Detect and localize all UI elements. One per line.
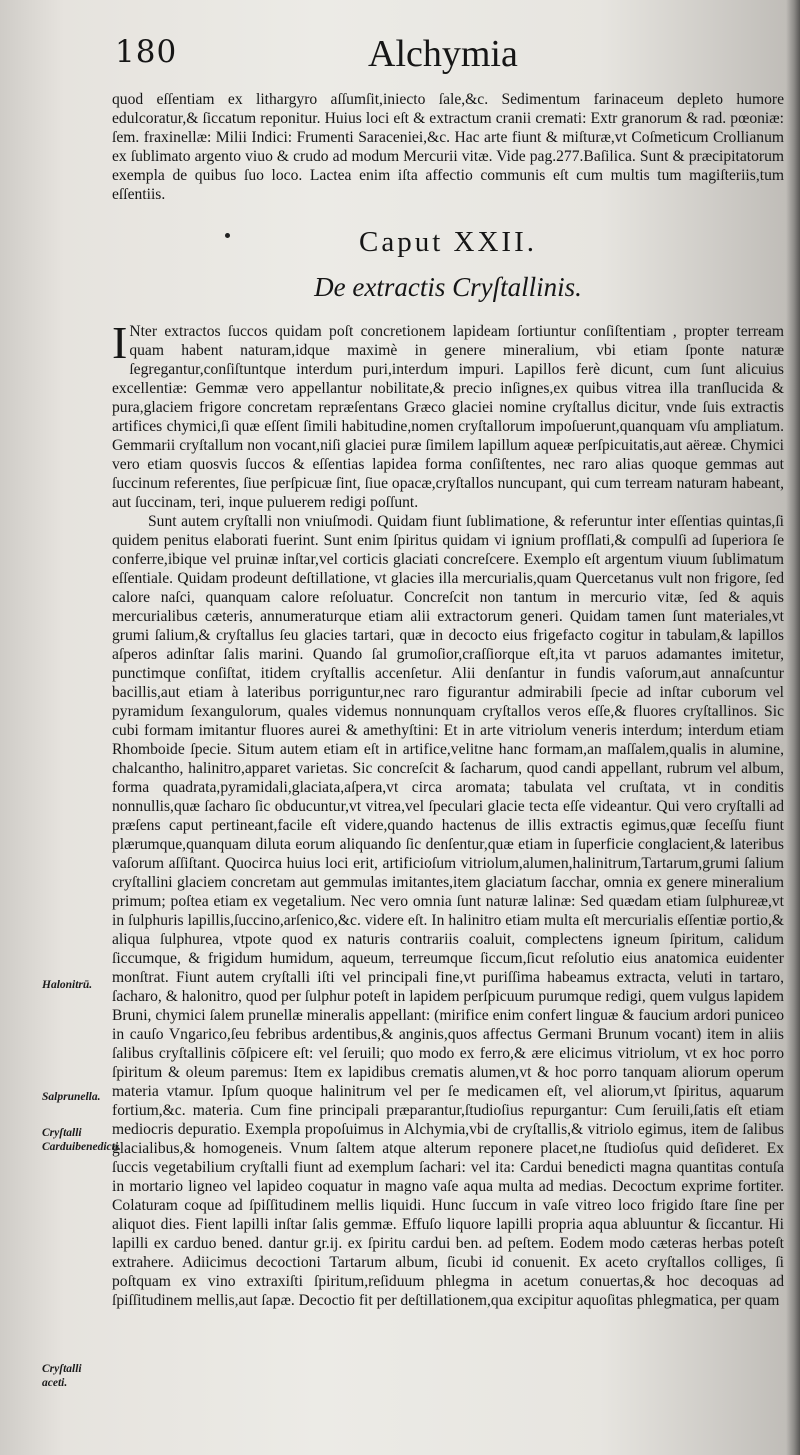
chapter-heading: Caput XXII. [359, 226, 537, 258]
margin-note-crystalli-aceti: Cryſtalli aceti. [42, 1363, 82, 1389]
margin-note-crystalli-cardui: Cryſtalli Carduibenedicti. [42, 1127, 121, 1153]
margin-note-salprunella: Salprunella. [42, 1091, 101, 1103]
paragraph-2: Sunt autem cryſtalli non vniuſmodi. Quidam fiunt ſublimatione, & referuntur inter eſſentias quintas,ſi quidem penitus elaborati fuerint. Sunt enim ſpiritus quidam vi ignium profſlati,& compulſi ad ſuperiora ſe conferre,ibique vel pruinæ inſtar,vel corticis glaciati concreſcere. Exemplo eſt argentum viuum ſublimatum eſſentiale. Quidam prodeunt deſtillatione, vt glacies illa mercurialis,quam Quercetanus vult non frigore, ſed calore naſci, quanquam calore reſoluatur. Concreſcit non tantum in mercurio vitæ, ſed & aquis mercurialibus cæteris, annumeraturque etiam alii extractorum generi. Quidam tamen ſunt materiales,vt grumi ſalium,& cryſtallus ſeu glacies tartari, quæ in decocto eius frigefacto cogitur in tabulam,& lapillos aſperos adinſtar ſalis marini. Quando ſal grumoſior,craſſiorque eſt,ita vt paruos adamantes imitetur, punctimque conſiſtat, itidem cryſtallis accenſetur. Alii denſantur in fundis vaſorum,aut annaſcuntur bacillis,aut etiam à lateribus porriguntur,nec raro figurantur admirabili ſpecie ad inſtar cuborum vel pyramidum ſexangulorum, quales videmus nonnunquam cryſtallos veros eſſe,& fluores cryſtallinos. Sic cubi formam imitantur fluores aurei & amethyſtini: Et in arte vitriolum veneris interdum; interdum etiam Rhomboide ſpecie. Situm autem etiam eſt in artifice,velitne hanc formam,an maſſalem,qualis in alumine, chalcantho, halinitro,apparet varietas. Sic concreſcit & ſacharum, quod candi appellant, rubrum vel album, forma quadrata,pyramidali,glaciata,aſpera,vt circa aromata; tabulata vel cruſtata, vt in conditis nonnullis,quæ ſacharo ſic obducuntur,vt vitrea,vel ſpeculari glacie tecta eſſe videantur. Qui vero cryſtalli ad præſens caput pertineant,facile eſt videre,quando hactenus de illis extractis egimus,quæ ſeceſſu fiunt plærumque,quanquam diluta eorum aliquando ſic denſentur,quæ etiam in ſuperficie conglacient,& lateribus vaſorum aſſiſtant. Quocirca huius loci erit, artificioſum vitriolum,alumen,halinitrum,Tartarum,grumi ſalium cryſtallini glaciem concretam aut gemmulas imitantes,item glaciatum ſacchar, omnia ex genere mineralium primum; poſtea etiam ex vegetalium. Nec vero omnia ſunt naturæ lalinæ: Sed quædam etiam ſulphureæ,vt in ſulphuris lapillis,ſuccino,arſenico,&c. videre eſt. In halinitro etiam multa eſt mercurialis eſſentiæ portio,& aliqua ſulphurea, vtpote quod ex naturis contrariis coaluit, complectens igneum ſpiritum, calidum ſiccumque, & frigidum humidum, aqueum, terreumque ſiccum,ſicut reſolutio eius anatomica euidenter monſtrat. Fiunt autem cryſtalli iſti vel principali fine,vt puriſſima habeamus extracta, veluti in tartaro, ſacharo, & halonitro, quod per ſulphur poteſt in lapidem perſpicuum purumque redigi, quem vulgus lapidem Bruni, chymici ſalem prunellæ mineralis appellant: (mirifice enim confert linguæ & faucium ardori puniceo in cauſo Vngarico,ſeu febribus ardentibus,& anginis,quos affectus Germani Brunum vocant) item in aliis ſalibus cryſtallinis cōſpicere eſt: vel ſeruili; quo modo ex ferro,& ære elicimus vitriolum, vt ex hoc porro ſpiritum & oleum paremus: Item ex lapidibus crematis alumen,vt & hoc porro tanquam aliorum operum materia vtamur. Ipſum quoque halinitrum vel per ſe medicamen eſt, vel aliorum,vt ſpiritus, aquarum fortium,&c. materia. Cum fine principali præparantur,ſtudioſius repurgantur: Cum ſeruili,ſatis eſt etiam mediocris depuratio. Exempla propoſuimus in Alchymia,vbi de cryſtallis,& vitriolo egimus, item de ſalibus glacialibus,& homogeneis. Vnum ſaltem atque alterum reponere placet,ne ſtudioſus quid deſideret. Ex ſuccis vegetabilium cryſtalli fiunt ad exemplum ſachari: vel ita: Cardui benedicti magna quantitas contuſa in mortario ligneo vel lapideo coquatur in magno vaſe aqua multa ad medias. Decoctum exprime fortiter. Colaturam coque ad ſpiſſitudinem mellis liquidi. Hunc ſuccum in vaſe vitreo loco frigido ſtare ſine per aliquot dies. Fient lapilli inſtar ſalis gemmæ. Effuſo liquore lapilli propria aqua abluuntur & ſiccantur. Hi lapilli ex carduo bened. dantur gr.ij. ex ſpiritu cardui ben. ad peſtem. Eodem modo cæteras herbas poteſt extrahere. Adiicimus decoctioni Tartarum album, ſicubi id conuenit. Ex aceto cryſtallos colliges, ſi poſtquam ex vino extraxiſti ſpiritum,reſiduum phlegma in acetum conuertas,& hoc decoquas ad ſpiſſitudinem mellis,aut ſapæ. Decoctio fit per deſtillationem,qua excipitur aquoſitas phlegmatica, per quam [112, 513, 784, 1309]
page-header [0, 34, 800, 84]
running-title: Alchymia [368, 33, 518, 75]
chapter-body [112, 317, 784, 1310]
drop-cap: I [112, 317, 128, 368]
margin-note-halonitrum: Halonitrū. [42, 979, 93, 991]
page-gutter-shadow [786, 0, 800, 1455]
paragraph-1-text: Nter extractos ſuccos quidam poſt concretionem lapideam ſortiuntur conſiſtentiam , propter terream quam habent naturam,idque maximè in genere mineralium, vbi etiam ſponte naturæ ſegregantur,conſiſtuntque interdum puri,interdum impuri. Lapillos ferè dicunt, cum ſunt alicuius excellentiæ: Gemmæ vero appellantur nobilitate,& precio inſignes,ex quibus vitrea illa tranſlucida & pura,glaciem frigore concretam repræſentans Græco glaciei nomine cryſtallus dicitur, vnde ſuis extractis artifices chymici,ſi quæ eſſent ſimili habitudine,nomen cryſtallorum impoſuerunt,quanquam vſu ampliatum. Gemmarii cryſtallum non vocant,niſi glaciei puræ ſimilem lapillum aqueæ perſpicuitatis,aut aëreæ. Chymici vero etiam quosvis ſuccos & eſſentias lapidea forma conſiſtentes, nec raro alias quoque gemmas aut ſuccinum referentes, ſiue perſpicuæ ſint, ſiue opacæ,cryſtallos nuncupant, qui cum terream naturam habeant, aut ſuccinam, teri, inque puluerem redigi poſſunt. [112, 323, 784, 511]
top-paragraph: quod eſſentiam ex lithargyro aſſumſit,iniecto ſale,&c. Sedimentum farinaceum depleto humore edulcoratur,& ſiccatum reponitur. Huius loci eſt & extractum cranii cremati: Extr granorum & rad. pœoniæ: ſem. fraxinellæ: Milii Indici: Frumenti Saraceniei,&c. Hac arte fiunt & miſturæ,vt Coſmeticum Crollianum ex ſublimato argento viuo & crudo ad modum Mercurii vitæ. Vide pag.277.Baſilica. Sunt & præcipitatorum exempla de quibus ſuo loco. Lactea enim iſta affectio communis eſt cum multis tum magiſteriis,tum eſſentiis. [112, 91, 784, 203]
page-number: 180 [115, 34, 178, 70]
chapter-subtitle: De extractis Cryſtallinis. [314, 272, 582, 302]
paragraph-1 [112, 317, 784, 512]
